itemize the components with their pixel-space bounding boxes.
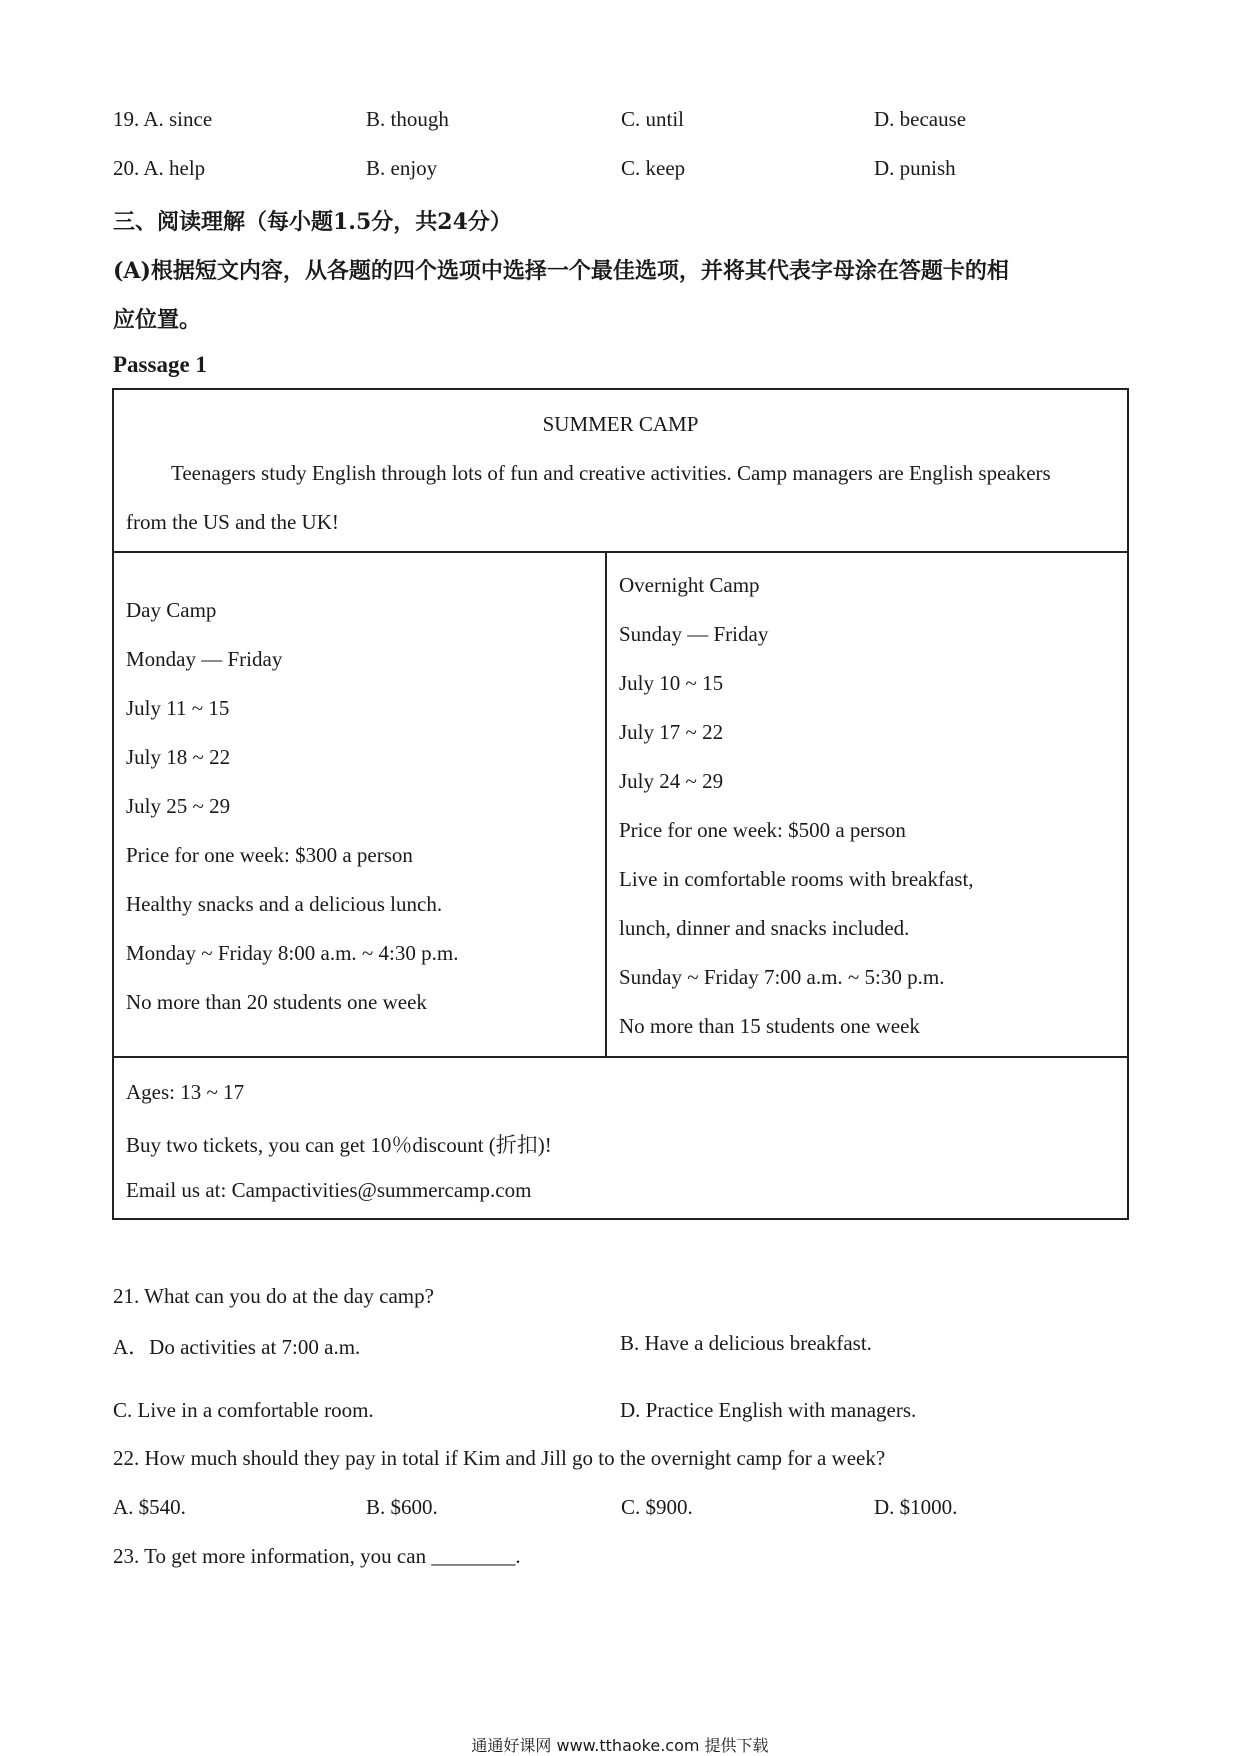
camp-schedule-box (112, 551, 1129, 1058)
instruction-line-1: (A)根据短文内容，从各题的四个选项中选择一个最佳选项，并将其代表字母涂在答题卡的相 (113, 258, 1009, 284)
day-camp-line: Healthy snacks and a delicious lunch. (126, 892, 443, 916)
overnight-camp-line: Sunday — Friday (619, 622, 769, 646)
q19-option-c: C. until (621, 107, 685, 131)
overnight-camp-line: July 24 ~ 29 (619, 769, 724, 793)
day-camp-line: Price for one week: $300 a person (126, 843, 413, 867)
overnight-camp-line: lunch, dinner and snacks included. (619, 916, 910, 940)
column-divider (605, 553, 607, 1056)
day-camp-line: Monday — Friday (126, 647, 283, 671)
day-camp-line: July 25 ~ 29 (126, 794, 231, 818)
q21-stem: 21. What can you do at the day camp? (113, 1284, 434, 1308)
q21-option-b: B. Have a delicious breakfast. (620, 1331, 872, 1355)
overnight-camp-line: No more than 15 students one week (619, 1014, 920, 1038)
camp-footer-box (112, 1056, 1129, 1220)
q20-option-b: B. enjoy (366, 156, 438, 180)
overnight-camp-line: July 10 ~ 15 (619, 671, 724, 695)
camp-header-box (112, 388, 1129, 553)
q19-option-a: 19. A. since (113, 107, 213, 131)
overnight-camp-line: Live in comfortable rooms with breakfast, (619, 867, 974, 891)
q20-option-c: C. keep (621, 156, 686, 180)
camp-ages: Ages: 13 ~ 17 (126, 1080, 245, 1104)
page-footer: 通通好课网 www.tthaoke.com 提供下载 (471, 1736, 769, 1755)
q20-option-a: 20. A. help (113, 156, 206, 180)
day-camp-line: July 11 ~ 15 (126, 696, 230, 720)
q22-option-a: A. $540. (113, 1495, 186, 1519)
q22-stem: 22. How much should they pay in total if Kim and Jill go to the overnight camp for a week? (113, 1446, 886, 1470)
q21-option-a: A．Do activities at 7:00 a.m. (113, 1335, 361, 1359)
q19-option-b: B. though (366, 107, 449, 131)
camp-intro-line-1: Teenagers study English through lots of fun and creative activities. Camp managers are English speakers (171, 461, 1051, 485)
instruction-line-2: 应位置。 (113, 307, 202, 333)
q22-option-c: C. $900. (621, 1495, 693, 1519)
q22-option-b: B. $600. (366, 1495, 438, 1519)
overnight-camp-line: Overnight Camp (619, 573, 760, 597)
camp-discount: Buy two tickets, you can get 10％discount (折扣)! (126, 1133, 552, 1157)
q20-option-d: D. punish (874, 156, 956, 180)
overnight-camp-line: Sunday ~ Friday 7:00 a.m. ~ 5:30 p.m. (619, 965, 945, 989)
overnight-camp-line: July 17 ~ 22 (619, 720, 724, 744)
q22-option-d: D. $1000. (874, 1495, 958, 1519)
passage-label: Passage 1 (113, 352, 207, 377)
day-camp-line: No more than 20 students one week (126, 990, 427, 1014)
section-title: 三、阅读理解（每小题1.5分，共24分） (113, 209, 512, 235)
q21-option-c: C. Live in a comfortable room. (113, 1398, 374, 1422)
q21-option-d: D. Practice English with managers. (620, 1398, 917, 1422)
camp-email: Email us at: Campactivities@summercamp.com (126, 1178, 532, 1202)
day-camp-line: July 18 ~ 22 (126, 745, 231, 769)
q23-stem: 23. To get more information, you can ________. (113, 1544, 521, 1568)
day-camp-line: Day Camp (126, 598, 217, 622)
day-camp-line: Monday ~ Friday 8:00 a.m. ~ 4:30 p.m. (126, 941, 459, 965)
overnight-camp-line: Price for one week: $500 a person (619, 818, 906, 842)
camp-title: SUMMER CAMP (542, 412, 699, 436)
q19-option-d: D. because (874, 107, 967, 131)
camp-intro-line-2: from the US and the UK! (126, 510, 339, 534)
